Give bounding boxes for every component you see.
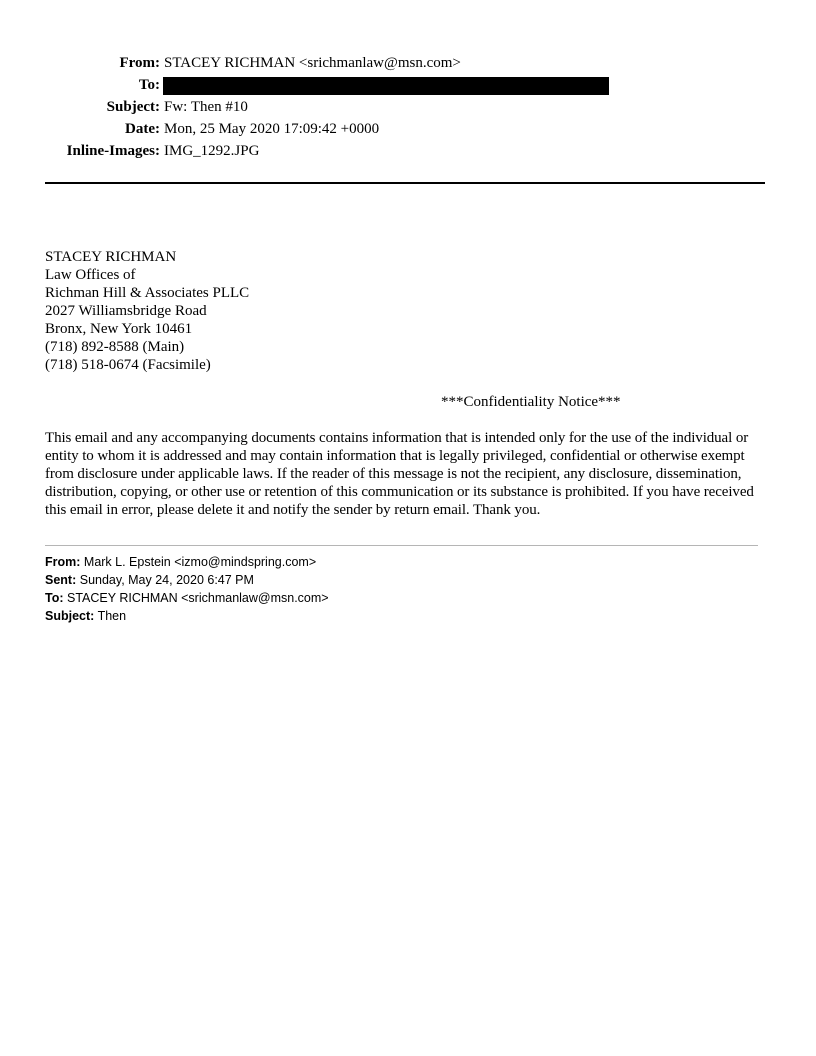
forwarded-from-row [45, 553, 329, 571]
header-to-row [0, 75, 816, 97]
signature-fax: (718) 518-0674 (Facsimile) [45, 357, 211, 373]
signature-line: Law Offices of [45, 267, 136, 283]
header-inline-images-label: Inline-Images: [66, 143, 160, 159]
signature-street: 2027 Williamsbridge Road [45, 303, 207, 319]
forwarded-from-value: Mark L. Epstein <izmo@mindspring.com> [83, 555, 317, 569]
header-from-row [0, 53, 816, 75]
forwarded-to-value: STACEY RICHMAN <srichmanlaw@msn.com> [67, 591, 329, 605]
header-from-value: STACEY RICHMAN <srichmanlaw@msn.com> [164, 55, 461, 71]
confidentiality-title: ***Confidentiality Notice*** [441, 394, 621, 410]
forwarded-subject-value: Then [97, 609, 127, 623]
redaction-bar [163, 77, 609, 95]
header-subject-row [0, 97, 816, 119]
header-inline-images-value: IMG_1292.JPG [164, 143, 260, 159]
header-subject-value: Fw: Then #10 [164, 99, 248, 115]
forwarded-from-label: From: [45, 555, 81, 569]
forwarded-header [45, 553, 329, 625]
email-header [0, 53, 816, 163]
forwarded-sent-label: Sent: [45, 573, 77, 587]
header-inline-images-row [0, 141, 816, 163]
header-from-label: From: [119, 55, 160, 71]
forwarded-subject-row [45, 607, 329, 625]
forwarded-to-row [45, 589, 329, 607]
forwarded-sent-row [45, 571, 329, 589]
header-date-value: Mon, 25 May 2020 17:09:42 +0000 [164, 121, 380, 137]
signature-firm: Richman Hill & Associates PLLC [45, 285, 250, 301]
header-date-row [0, 119, 816, 141]
signature-block [45, 248, 249, 374]
forwarded-to-label: To: [45, 591, 64, 605]
forwarded-sent-value: Sunday, May 24, 2020 6:47 PM [79, 573, 254, 587]
header-divider [45, 182, 765, 184]
header-subject-label: Subject: [106, 99, 160, 115]
forwarded-subject-label: Subject: [45, 609, 95, 623]
signature-phone-main: (718) 892-8588 (Main) [45, 339, 185, 355]
signature-city: Bronx, New York 10461 [45, 321, 193, 337]
signature-name: STACEY RICHMAN [45, 249, 177, 265]
confidentiality-body: This email and any accompanying documents contains information that is intended only for the use of the individual or entity to whom it is addressed and may contain information that is legally privileged, confidential or otherwise exempt from disclosure under applicable laws. If the reader of this message is not the recipient, any disclosure, dissemination, distribution, copying, or other use or retention of this communication or its substance is prohibited. If you have received this email in error, please delete it and notify the sender by return email. Thank you. [45, 430, 754, 518]
header-to-label: To: [138, 77, 160, 93]
forward-divider [45, 545, 758, 546]
header-date-label: Date: [125, 121, 160, 137]
